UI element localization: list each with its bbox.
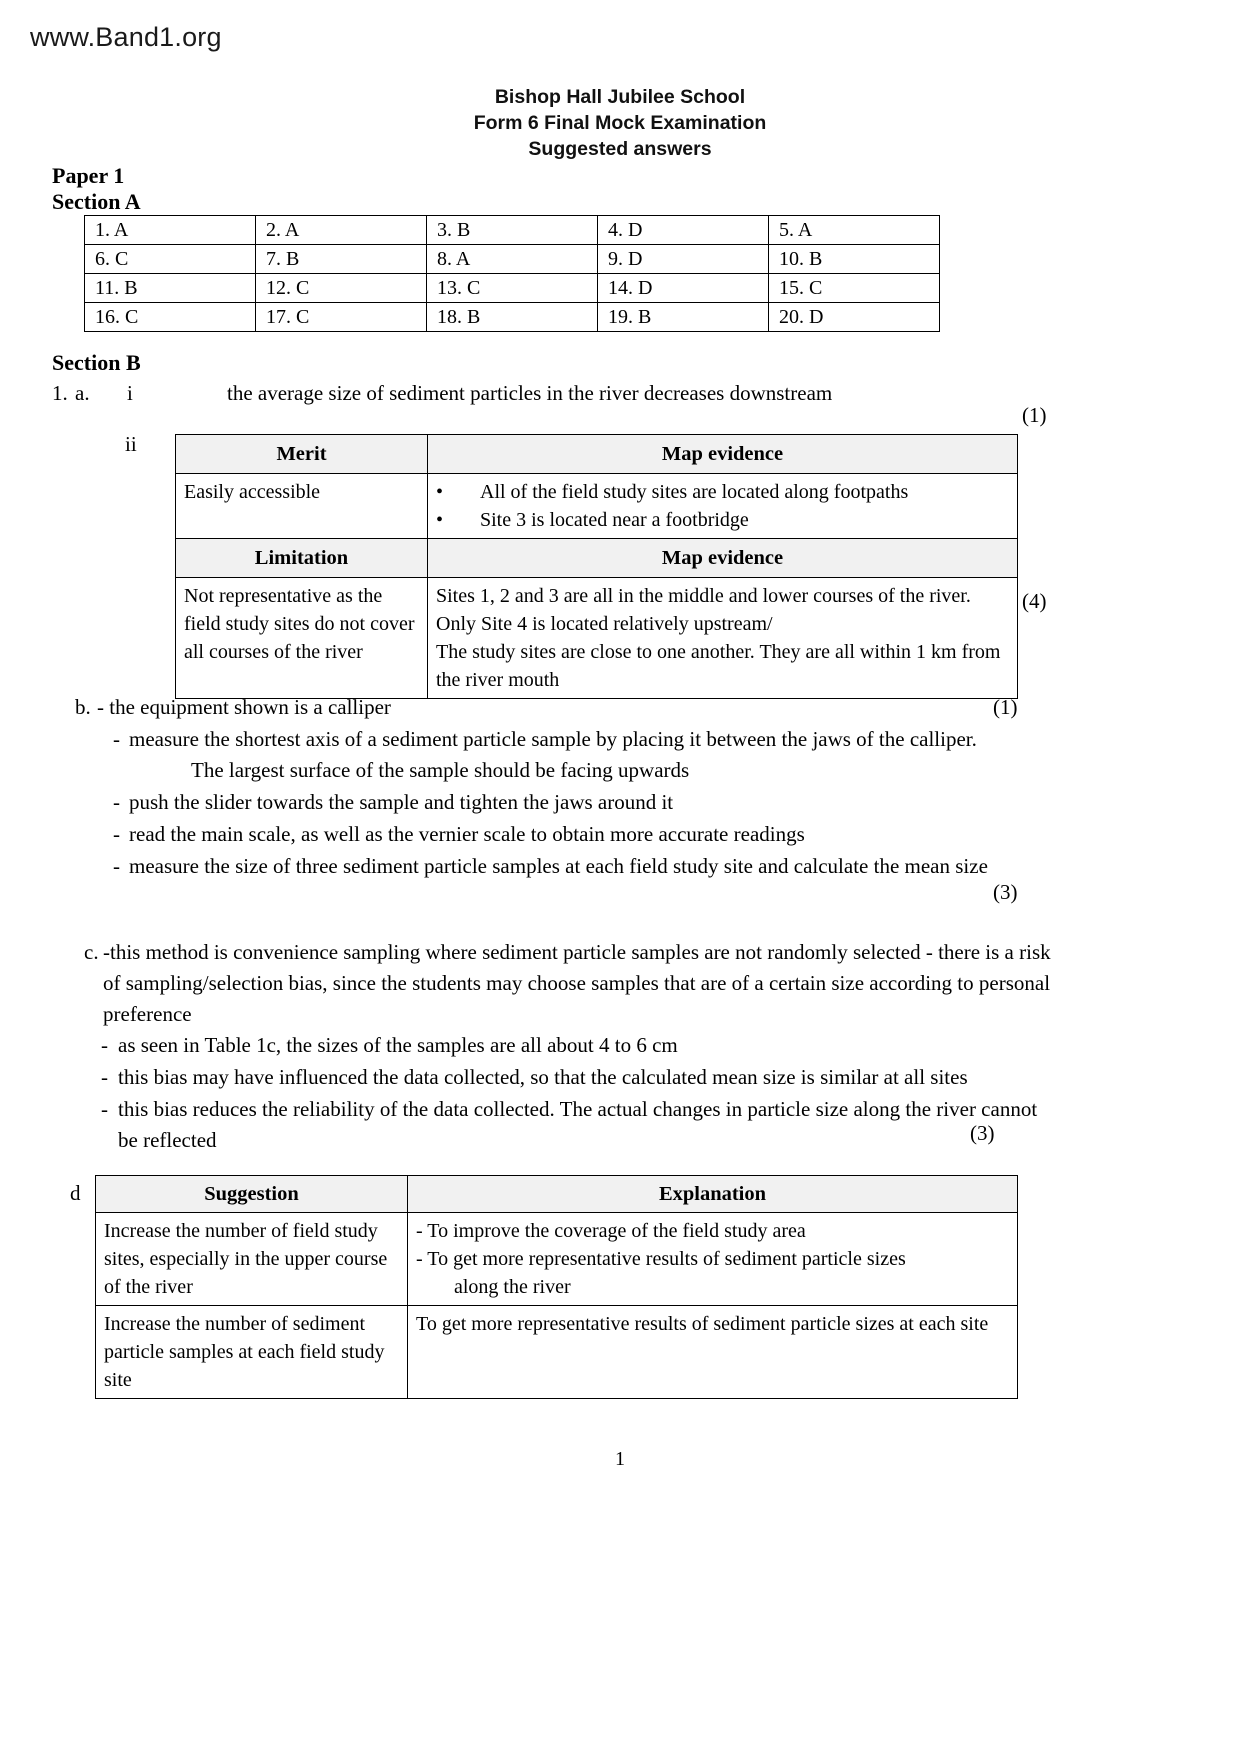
mcq-cell: 20. D — [769, 303, 940, 332]
mcq-cell: 19. B — [598, 303, 769, 332]
marks-1c-total: (3) — [970, 1121, 995, 1145]
suggestion-explanation-table — [95, 1175, 1018, 1399]
list-item — [113, 724, 1113, 786]
list-item-text: as seen in Table 1c, the sizes of the samples are all about 4 to 6 cm — [118, 1033, 678, 1057]
bullet-text: All of the field study sites are located along footpaths — [480, 481, 909, 503]
list-item-text: this bias reduces the reliability of the data collected. The actual changes in particle size along the river cannot be reflected — [118, 1097, 1038, 1152]
answer-1a-i-text: the average size of sediment particles in the river decreases downstream — [227, 381, 833, 405]
table-header-row — [176, 539, 1018, 578]
table-row — [176, 474, 1018, 539]
list-item-text: read the main scale, as well as the vernier scale to obtain more accurate readings — [129, 822, 805, 846]
mcq-answers-table — [84, 215, 940, 332]
merit-limitation-table — [175, 434, 1018, 699]
header-suggestion: Suggestion — [96, 1176, 408, 1213]
merit-evidence-cell — [428, 474, 1018, 539]
mcq-cell: 10. B — [769, 245, 940, 274]
question-number: 1. — [52, 381, 68, 405]
table-header-row — [176, 435, 1018, 474]
dash-marker: - — [101, 1097, 108, 1121]
mcq-cell: 18. B — [427, 303, 598, 332]
mcq-cell: 2. A — [256, 216, 427, 245]
mcq-cell: 9. D — [598, 245, 769, 274]
dash-marker: - — [113, 790, 120, 814]
school-name: Bishop Hall Jubilee School — [494, 86, 746, 108]
limitation-evidence-cell — [428, 578, 1018, 699]
mcq-cell: 5. A — [769, 216, 940, 245]
list-item — [101, 1094, 1061, 1156]
answer-1b-list — [113, 724, 1113, 883]
answer-1b-first: - the equipment shown is a calliper — [97, 695, 391, 719]
table-header-row — [96, 1176, 1018, 1213]
dash-marker: - — [113, 727, 120, 751]
table-row — [176, 578, 1018, 699]
table-row — [85, 245, 940, 274]
list-item-text: measure the shortest axis of a sediment particle sample by placing it between the jaws of the calliper. — [129, 727, 977, 751]
limitation-evidence-line-2: The study sites are close to one another. They are all within 1 km from the river mouth — [436, 641, 1001, 691]
table-row — [96, 1213, 1018, 1306]
list-item-text: this bias may have influenced the data collected, so that the calculated mean size is similar at all sites — [118, 1065, 968, 1089]
dash-marker: - — [113, 854, 120, 878]
explanation-line-1: - To improve the coverage of the field study area — [416, 1220, 806, 1242]
mcq-cell: 6. C — [85, 245, 256, 274]
mcq-cell: 7. B — [256, 245, 427, 274]
explanation-line-2: - To get more representative results of sediment particle sizes — [416, 1248, 906, 1270]
question-part-b-label: b. — [75, 695, 91, 719]
bullet-dot-icon: • — [436, 481, 444, 503]
bullet-item — [436, 506, 1009, 534]
table-row — [96, 1306, 1018, 1399]
marks-1a-ii: (4) — [1022, 589, 1047, 613]
roman-i-label: i — [127, 381, 133, 405]
marks-1a-i: (1) — [1022, 403, 1047, 427]
bullet-text: Site 3 is located near a footbridge — [480, 509, 749, 531]
suggestion-value: Increase the number of field study sites, especially in the upper course of the river — [96, 1213, 408, 1306]
answer-1c-first: -this method is convenience sampling where sediment particle samples are not randomly selected - there is a risk of sampling/selection bias, since the students may choose samples that are of a certain size according to personal preference — [103, 940, 1051, 1026]
mcq-cell: 17. C — [256, 303, 427, 332]
header-explanation: Explanation — [408, 1176, 1018, 1213]
marks-1b-first: (1) — [993, 695, 1018, 719]
mcq-cell: 4. D — [598, 216, 769, 245]
mcq-cell: 14. D — [598, 274, 769, 303]
mcq-cell: 1. A — [85, 216, 256, 245]
explanation-cell — [408, 1213, 1018, 1306]
answers-subtitle: Suggested answers — [528, 138, 712, 160]
list-item-continuation: The largest surface of the sample should be facing upwards — [191, 758, 690, 782]
limitation-value: Not representative as the field study sites do not cover all courses of the river — [176, 578, 428, 699]
question-part-c-label: c. — [84, 940, 99, 964]
list-item — [101, 1030, 1061, 1061]
explanation-line-3: along the river — [454, 1276, 571, 1298]
section-a-label: Section A — [52, 189, 141, 214]
answer-1c-list — [101, 1030, 1061, 1157]
suggestion-value: Increase the number of sediment particle samples at each field study site — [96, 1306, 408, 1399]
list-item — [101, 1062, 1061, 1093]
header-limitation: Limitation — [176, 539, 428, 578]
mcq-cell: 15. C — [769, 274, 940, 303]
mcq-cell: 16. C — [85, 303, 256, 332]
paper-label: Paper 1 — [52, 163, 125, 188]
limitation-evidence-line-1: Sites 1, 2 and 3 are all in the middle and lower courses of the river. Only Site 4 is located relatively upstream/ — [436, 585, 971, 635]
list-item — [113, 787, 1113, 818]
section-b-label: Section B — [52, 350, 141, 375]
merit-value: Easily accessible — [176, 474, 428, 539]
bullet-item — [436, 478, 1009, 506]
mcq-cell: 8. A — [427, 245, 598, 274]
table-row — [85, 274, 940, 303]
exam-name: Form 6 Final Mock Examination — [473, 112, 767, 134]
question-part-a-label: a. — [75, 381, 90, 405]
bullet-dot-icon: • — [436, 509, 444, 531]
table-row — [85, 216, 940, 245]
page-number: 1 — [615, 1448, 625, 1470]
dash-marker: - — [113, 822, 120, 846]
header-map-evidence: Map evidence — [428, 435, 1018, 474]
mcq-cell: 3. B — [427, 216, 598, 245]
site-watermark: www.Band1.org — [30, 22, 222, 52]
roman-ii-label: ii — [125, 432, 137, 456]
list-item-text: measure the size of three sediment particle samples at each field study site and calculate the mean size — [129, 854, 988, 878]
mcq-cell: 12. C — [256, 274, 427, 303]
mcq-cell: 13. C — [427, 274, 598, 303]
document-header — [0, 84, 1240, 162]
marks-1b-total: (3) — [993, 880, 1018, 904]
explanation-cell: To get more representative results of sediment particle sizes at each site — [408, 1306, 1018, 1399]
list-item-text: push the slider towards the sample and tighten the jaws around it — [129, 790, 674, 814]
table-row — [85, 303, 940, 332]
mcq-cell: 11. B — [85, 274, 256, 303]
question-part-d-label: d — [70, 1181, 81, 1205]
header-map-evidence-2: Map evidence — [428, 539, 1018, 578]
list-item — [113, 819, 1113, 850]
list-item — [113, 851, 1113, 882]
dash-marker: - — [101, 1065, 108, 1089]
dash-marker: - — [101, 1033, 108, 1057]
header-merit: Merit — [176, 435, 428, 474]
